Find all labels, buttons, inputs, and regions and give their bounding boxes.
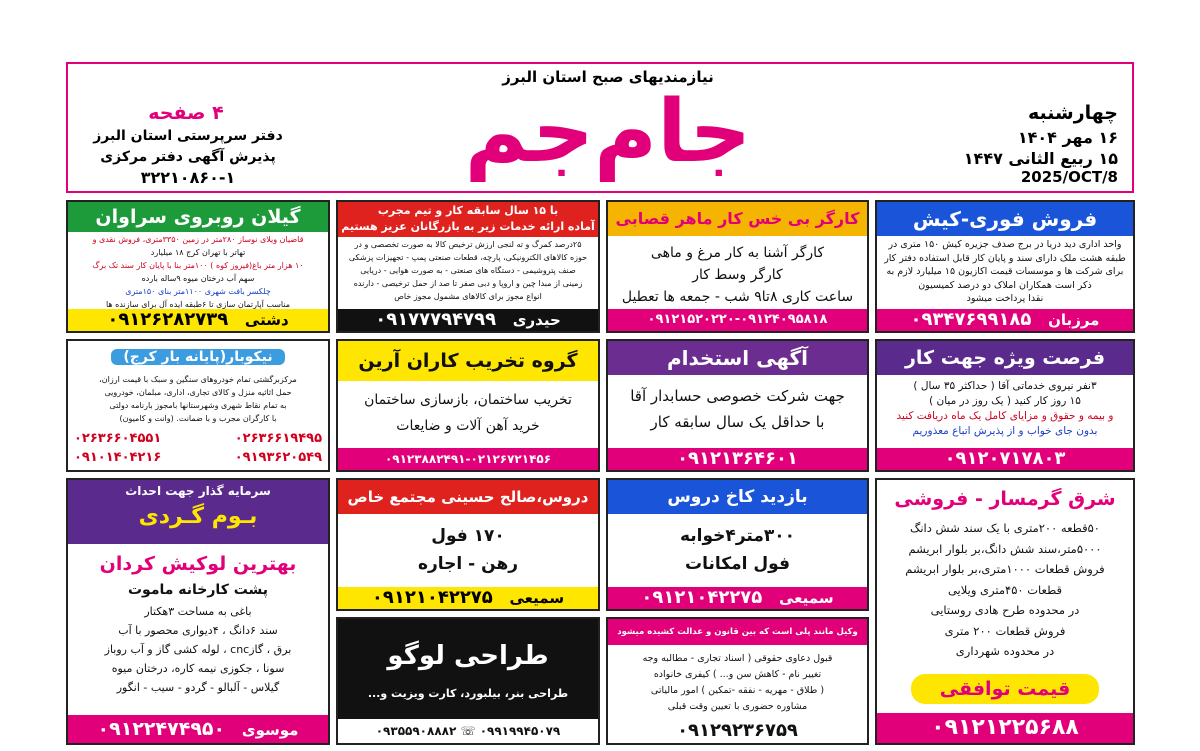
phone-number[interactable]: ۰۹۱۲۰۷۱۷۸۰۳ — [877, 448, 1133, 470]
date-gregorian: 2025/OCT/8 — [1020, 168, 1118, 186]
phone-number[interactable]: ۰۲۶۳۶۶۱۹۴۹۵ — [234, 431, 322, 446]
ad-logo: طراحی لوگو طراحی بنر، بیلبورد، کارت ویزیت و... ۰۹۹۱۹۹۴۵۰۷۹ ☏ ۰۹۳۵۵۹۰۸۸۸۲ — [336, 617, 600, 745]
ad-lawyer: وکیل مانند پلی است که بین قانون و عدالت کشیده میشود قبول دعاوی حقوقی ( اسناد تجاری - مطالبه وجه تغییر نام - کاهش سن و... ) کیفری خانواده ( طلاق - مهریه - نفقه -تمکین ) امور مالیاتی مشاوره حضوری با تعیین وقت قبلی ۰۹۱۲۹۲۳۶۷۵۹ — [606, 617, 869, 745]
phone-number[interactable]: ۰۹۱۲۲۴۷۴۹۵۰ — [97, 718, 226, 740]
phone-number[interactable]: ۰۲۶۳۶۶۰۴۵۵۱ — [74, 431, 162, 446]
logo-design-title: طراحی لوگو — [387, 641, 549, 671]
ad-gilan: گیلان روبروی سراوان قاضیان ویلای نوساز ۲۸۰متر در زمین ۳۳۵۰متری، فروش نقدی و تهاتر با تهران کرج ۱۸ میلیارد ۱۰ هزار متر باغ(فیروز کوه ) ۱۰۰متر بنا با پایان کار سند تک برگ سهم آب درختان میوه ۹ساله بارده چلکسر بافت شهری ۱۱۰۰متر بنای ۱۵۰متری مناسب آپارتمان سازی تا ۶طبقه ایده آل برای سازنده ها دشتی ۰۹۱۲۶۲۸۲۷۳۹ — [66, 200, 330, 333]
phone-number[interactable]: ۰۹۱۹۳۶۲۰۵۴۹ — [234, 450, 322, 465]
date-hijri: ۱۵ ربیع الثانی ۱۴۴۷ — [963, 149, 1118, 168]
ad-investor: سرمایه گذار جهت احداث بـوم گـردی بهترین لوکیش کردان پشت کارخانه ماموت باغی به مساحت ۳هکتار سند ۶دانگ ، ۴دیواری محصور با آب برق ، گازcnc ، لوله کشی گاز و آب روباز سونا ، جکوزی نیمه کاره، درختان میوه گیلاس - آلبالو - گردو - سیب - انگور موسوی ۰۹۱۲۲۴۷۴۹۵۰ — [66, 478, 330, 745]
phone-number[interactable]: ۰۹۱۲۳۸۸۲۴۹۱-۰۲۱۲۶۷۲۱۴۵۶ — [338, 448, 598, 470]
pages-count: ۴ صفحه — [148, 102, 224, 124]
ad-special-job: فرصت ویژه جهت کار ۳نفر نیروی خدماتی آقا ( حداکثر ۳۵ سال ) ۱۵ روز کار کنید ( یک روز در میان ) و بیمه و حقوق و مزایای کامل یک ماه دریافت کنید بدون جای خواب و از پذیرش اتباع معذوریم ۰۹۱۲۰۷۱۷۸۰۳ — [875, 339, 1135, 472]
phone-number[interactable]: ۰۹۱۲۱۰۴۲۲۷۵ — [641, 587, 763, 608]
header-subtitle: نیازمندیهای صبح استان البرز — [502, 68, 714, 86]
office-line-2: پذیرش آگهی دفتر مرکزی — [100, 149, 276, 165]
phone-number[interactable]: ۰۹۱۲۱۳۶۴۶۰۱ — [608, 448, 867, 470]
logo-wordmark: جام‌جم — [464, 82, 752, 182]
ad-kish: فروش فوری-کیش واحد اداری دید دریا در برج صدف جزیره کیش ۱۵۰ متری در طبقه هشت ملک دارای سند و پایان کار قابل استفاده دفتر کار برای شرکت ها و موسسات قیمت اکازیون ۱۵ میلیارد لازم به ذکر است همکاران املاک دو درصد کمیسیون نقدا پرداخت میشود مرزبان ۰۹۳۴۷۶۹۹۱۸۵ — [875, 200, 1135, 333]
masthead — [66, 62, 1134, 193]
date-shamsi: ۱۶ مهر ۱۴۰۴ — [1017, 128, 1118, 147]
ad-title: فروش فوری-کیش — [877, 202, 1133, 236]
ad-garmsar: شرق گرمسار - فروشی ۵۰قطعه ۲۰۰متری با یک سند شش دانگ ۵۰۰۰متر،سند شش دانگ،بر بلوار ابریشم فروش قطعات ۱۰۰۰متری،بر بلوار ابریشم قطعات ۴۵۰متری ویلایی در محدوده طرح هادی روستایی فروش قطعات ۲۰۰ متری در محدوده شهرداری قیمت توافقی ۰۹۱۲۱۲۲۵۶۸۸ — [875, 478, 1135, 745]
phone-number[interactable]: ۰۹۱۲۱۲۲۵۶۸۸ — [877, 713, 1133, 743]
phone-icon: ☏ — [460, 724, 476, 738]
ad-butcher: کارگر بی خس کار ماهر قصابی کارگر آشنا به کار مرغ و ماهی کارگر وسط کار ساعت کاری ۸تا۹ شب - جمعه ها تعطیل ۰۹۱۲۱۵۲۰۲۲۰-۰۹۱۲۴۰۹۵۸۱۸ — [606, 200, 869, 333]
phone-number[interactable]: ۰۹۹۱۹۹۴۵۰۷۹ — [479, 724, 561, 738]
ad-kakh: بازدید کاخ دروس ۳۰۰متر۴خوابه فول امکانات سمیعی ۰۹۱۲۱۰۴۲۲۷۵ — [606, 478, 869, 611]
office-phone: ۳۲۲۱۰۸۶۰-۱ — [140, 168, 236, 187]
ad-hiring: آگهی استخدام جهت شرکت خصوصی حسابدار آقا با حداقل یک سال سابقه کار ۰۹۱۲۱۳۶۴۶۰۱ — [606, 339, 869, 472]
phone-number[interactable]: ۰۹۱۷۷۷۹۴۷۹۹ — [375, 309, 497, 330]
day-label: چهارشنبه — [1027, 102, 1118, 124]
phone-number[interactable]: ۰۹۱۲۱۰۴۲۲۷۵ — [371, 587, 493, 608]
ad-nikobar: نیکوبار(پایانه بار کرج) مرکزبرگشتی تمام خودروهای سنگین و سبک با قیمت ارزان، حمل اثاثیه منزل و کالای تجاری، اداری، مبلمان، خودرویی به تمام نقاط شهری وشهرستانها بامجوز بارنامه دولتی با کارگران مجرب و با ضمانت. (وانت و کامیون) ۰۲۶۳۶۶۱۹۴۹۵ ۰۲۶۳۶۶۰۴۵۵۱ ۰۹۱۹۳۶۲۰۵۴۹ ۰۹۱۰۱۴۰۴۲۱۶ — [66, 339, 330, 472]
phone-number[interactable]: ۰۹۱۲۹۲۳۶۷۵۹ — [608, 719, 867, 743]
ad-hosseini: دروس،صالح حسینی مجتمع خاص ۱۷۰ فول رهن - اجاره سمیعی ۰۹۱۲۱۰۴۲۲۷۵ — [336, 478, 600, 611]
ad-demolition: گروه تخریب کاران آرین تخریب ساختمان، بازسازی ساختمان خرید آهن آلات و ضایعات ۰۹۱۲۳۸۸۲۴۹۱-۰۲۱۲۶۷۲۱۴۵۶ — [336, 339, 600, 472]
ad-customs: با ۱۵ سال سابقه کار و تیم مجرب آماده ارائه خدمات زیر به بازرگانان عزیز هستیم ۲۵درصد کمرگ و ته لنجی ارزش ترخیص کالا به صورت تخصصی و در حوزه کالاهای الکترونیکی، پارچه، قطعات صنعتی پمپ - تجهیزات پزشکی صنف پتروشیمی - دستگاه های صنعتی - به صورت هوایی - دریایی زمینی از مبدا چین و اروپا و دبی صفر تا صد از حمل ترخیصی - دارنده انواع مجوز برای کالاهای مشمول مجوز خاص حیدری ۰۹۱۷۷۷۹۴۷۹۹ — [336, 200, 600, 333]
phone-number[interactable]: ۰۹۱۲۶۲۸۲۷۳۹ — [107, 309, 229, 330]
phone-number[interactable]: ۰۹۱۰۱۴۰۴۲۱۶ — [74, 450, 162, 465]
phone-number[interactable]: ۰۹۳۴۷۶۹۹۱۸۵ — [910, 309, 1032, 330]
price-badge: قیمت توافقی — [911, 674, 1099, 704]
office-line-1: دفتر سرپرستی استان البرز — [93, 128, 283, 144]
phone-number[interactable]: ۰۹۳۵۵۹۰۸۸۸۲ — [375, 724, 457, 738]
phone-number[interactable]: ۰۹۱۲۱۵۲۰۲۲۰-۰۹۱۲۴۰۹۵۸۱۸ — [608, 309, 867, 331]
